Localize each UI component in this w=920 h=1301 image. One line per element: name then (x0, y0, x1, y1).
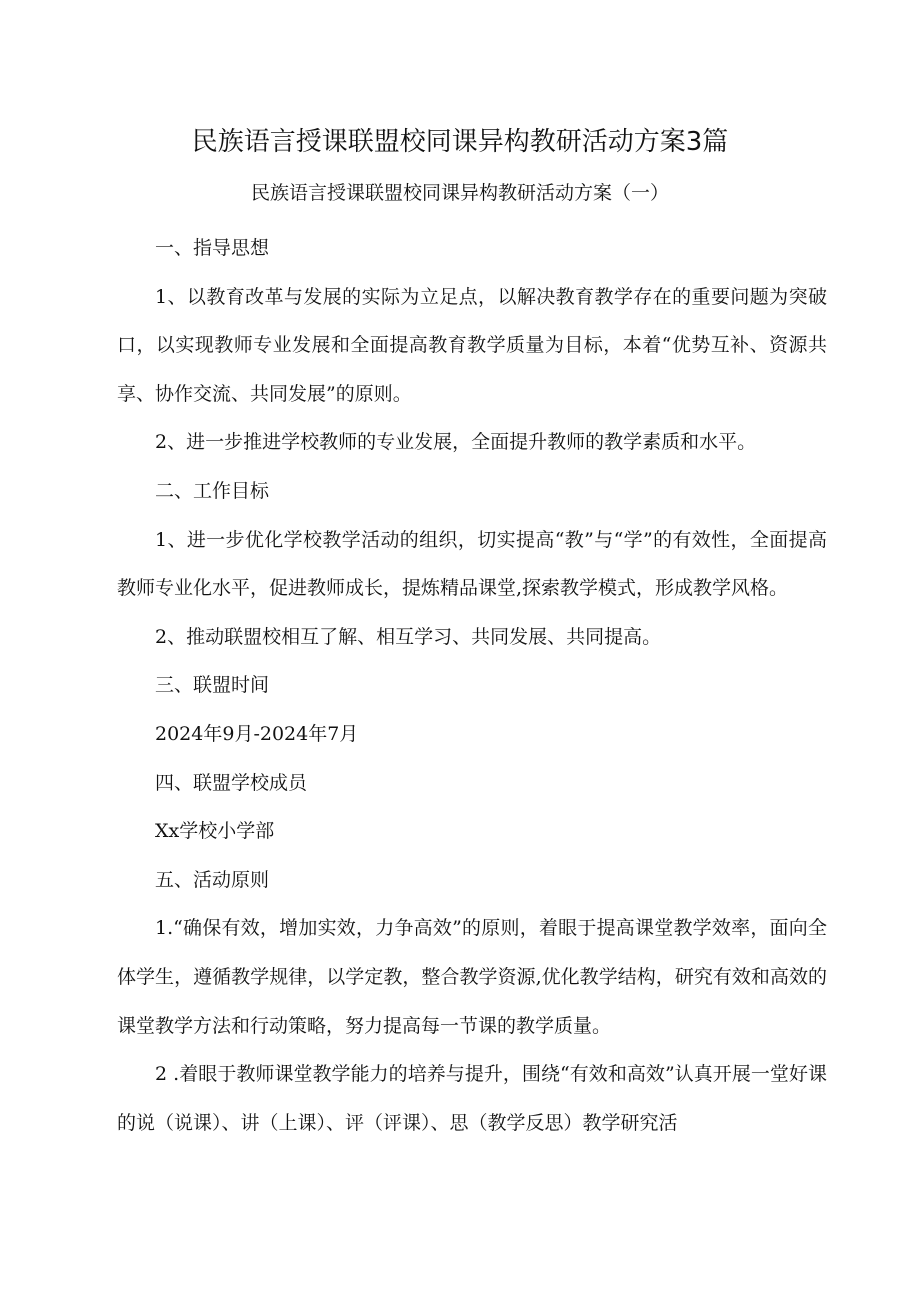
paragraph: 1、以教育改革与发展的实际为立足点，以解决教育教学存在的重要问题为突破口，以实现教师专业发展和全面提高教育教学质量为目标，本着“优势互补、资源共享、协作交流、共同发展”的原则。 (117, 285, 827, 405)
paragraph: Xx学校小学部 (155, 820, 275, 843)
paragraph: 2024年9月-2024年7月 (155, 722, 359, 745)
section-heading-alliance-time: 三、联盟时间 (155, 674, 270, 697)
section-heading-guiding-ideology: 一、指导思想 (155, 237, 270, 259)
paragraph: 1.“确保有效，增加实效，力争高效”的原则，着眼于提高课堂教学效率，面向全体学生，遵循教学规律，以学定教，整合教学资源,优化教学结构，研究有效和高效的课堂教学方法和行动策略，努力提高每一节课的教学质量。 (117, 917, 827, 1037)
section-heading-activity-principles: 五、活动原则 (155, 868, 270, 891)
document-subtitle: 民族语言授课联盟校同课异构教研活动方案（一） (250, 182, 669, 204)
document-title: 民族语言授课联盟校同课异构教研活动方案3篇 (191, 127, 729, 157)
paragraph: 2、推动联盟校相互了解、相互学习、共同发展、共同提高。 (155, 625, 662, 648)
paragraph: 2 .着眼于教师课堂教学能力的培养与提升，围绕“有效和高效”认真开展一堂好课的说（说课）、讲（上课）、评（评课）、思（教学反思）教学研究活 (117, 1063, 827, 1134)
section-heading-alliance-members: 四、联盟学校成员 (155, 771, 308, 794)
paragraph: 1、进一步优化学校教学活动的组织，切实提高“教”与“学”的有效性，全面提高教师专业化水平，促进教师成长，提炼精品课堂,探索教学模式，形成教学风格。 (117, 528, 827, 600)
section-heading-work-goals: 二、工作目标 (155, 479, 270, 502)
paragraph: 2、进一步推进学校教师的专业发展，全面提升教师的教学素质和水平。 (155, 431, 757, 454)
document-body (117, 224, 827, 1147)
